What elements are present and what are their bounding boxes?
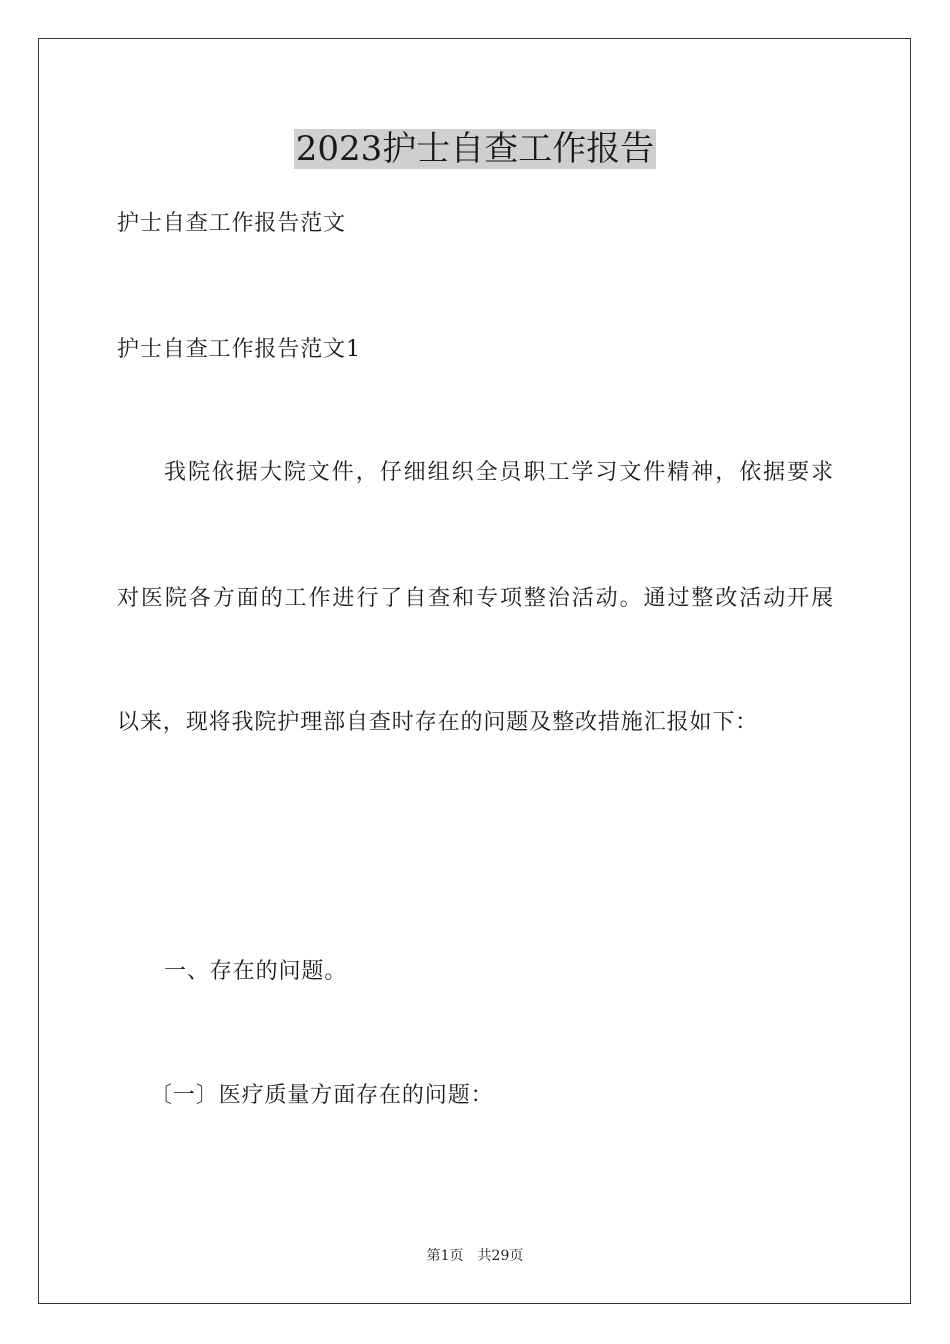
paragraph-line-1: 我院依据大院文件，仔细组织全员职工学习文件精神，依据要求 <box>164 460 834 485</box>
document-title-text: 2023护士自查工作报告 <box>295 129 655 169</box>
document-subtitle: 护士自查工作报告范文 <box>117 211 347 236</box>
section-heading: 护士自查工作报告范文1 <box>117 337 361 362</box>
page-number: 第1页 <box>426 1248 464 1264</box>
heading-medical-quality-problems: 〔一〕医疗质量方面存在的问题： <box>150 1083 494 1108</box>
document-title <box>0 126 950 172</box>
paragraph-line-2: 对医院各方面的工作进行了自查和专项整治活动。通过整改活动开展 <box>117 586 834 611</box>
page-total: 共29页 <box>477 1248 524 1264</box>
paragraph-line-3: 以来，现将我院护理部自查时存在的问题及整改措施汇报如下： <box>117 710 759 735</box>
heading-existing-problems: 一、存在的问题。 <box>164 959 348 984</box>
page-footer <box>0 1246 950 1266</box>
